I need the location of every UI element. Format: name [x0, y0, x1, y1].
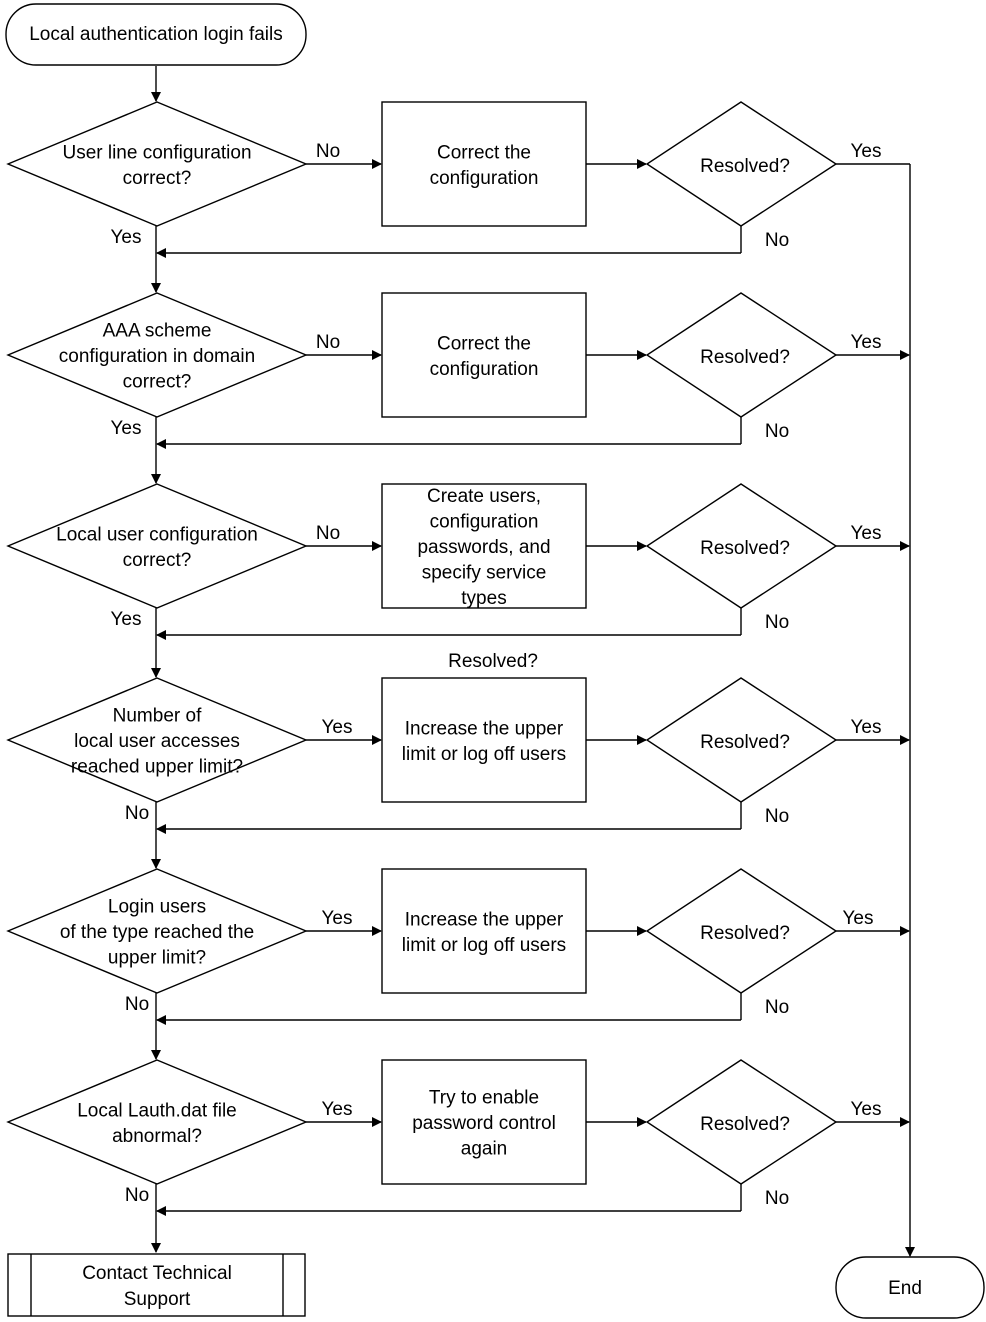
step-3-action-line-3: passwords, and [417, 537, 551, 558]
step-1-action-line-1: Correct the [437, 142, 531, 164]
step-4-branch-label: Yes [321, 717, 353, 738]
stray-resolved-label: Resolved? [448, 651, 538, 672]
step-5-action-line-2: limit or log off users [401, 934, 567, 956]
start-label: Local authentication login fails [29, 24, 283, 45]
step-4-continue-label: No [124, 803, 150, 824]
step-6-question-diamond [8, 1060, 306, 1184]
step-2-resolved-text: Resolved? [700, 347, 790, 368]
contact-line-2: Support [123, 1289, 191, 1310]
step-4-question-line-1: Number of [112, 705, 202, 727]
step-3-question-diamond [8, 484, 306, 608]
step-5-question-line-1: Login users [107, 896, 207, 918]
step-4-action-line-2: limit or log off users [401, 743, 567, 765]
step-4-question-line-3: reached upper limit? [70, 756, 244, 778]
step-5-continue-label: No [124, 994, 150, 1015]
step-2-question-line-3: correct? [122, 371, 192, 393]
step-6-branch-label: Yes [321, 1099, 353, 1120]
step-2-yes-label: Yes [850, 332, 882, 353]
step-3-action-line-5: types [461, 588, 507, 609]
step-2-action-line-2: configuration [429, 358, 539, 380]
step-2-branch-label: No [315, 332, 341, 353]
step-1-question-diamond [8, 102, 306, 226]
step-2-action-line-1: Correct the [437, 333, 531, 355]
step-5-branch-label: Yes [321, 908, 353, 929]
step-6-no-label: No [764, 1188, 790, 1209]
step-2-continue-label: Yes [110, 418, 142, 439]
step-6-action-line-1: Try to enable [428, 1087, 540, 1109]
step-3-action-line-4: specify service [421, 562, 547, 584]
step-6-yes-label: Yes [850, 1099, 882, 1120]
step-1-no-label: No [764, 230, 790, 251]
step-1-continue-label: Yes [110, 227, 142, 248]
step-1-branch-label: No [315, 141, 341, 162]
step-2-action-box [382, 293, 586, 417]
step-6-resolved-text: Resolved? [700, 1114, 790, 1135]
step-3-question-line-1: Local user configuration [56, 524, 258, 546]
step-3-question-line-2: correct? [122, 549, 192, 571]
step-1-yes-label: Yes [850, 141, 882, 162]
step-5-resolved-text: Resolved? [700, 923, 790, 944]
contact-support-node [8, 1254, 305, 1316]
step-2-no-label: No [764, 421, 790, 442]
step-3-action-line-1: Create users, [426, 486, 542, 507]
step-4-yes-label: Yes [850, 717, 882, 738]
step-3-branch-label: No [315, 523, 341, 544]
step-1-action-box [382, 102, 586, 226]
step-6-action-line-3: again [460, 1138, 508, 1160]
step-6-question-line-2: abnormal? [112, 1125, 202, 1147]
step-4-question-line-2: local user accesses [74, 731, 240, 752]
step-6-action-line-2: password control [412, 1113, 556, 1134]
step-5-yes-label: Yes [842, 908, 874, 929]
step-3-continue-label: Yes [110, 609, 142, 630]
start-node [6, 4, 306, 65]
step-5-question-line-2: of the type reached the [59, 922, 255, 943]
step-2-question-line-2: configuration in domain [58, 346, 256, 367]
step-4-no-label: No [764, 806, 790, 827]
step-6-question-line-1: Local Lauth.dat file [77, 1100, 237, 1122]
step-1-question-line-2: correct? [122, 167, 192, 189]
step-3-resolved-text: Resolved? [700, 538, 790, 559]
end-label: End [888, 1278, 922, 1299]
step-5-question-line-3: upper limit? [107, 947, 207, 969]
step-1-resolved-text: Resolved? [700, 156, 790, 177]
step-2-question-line-1: AAA scheme [102, 320, 212, 342]
step-6-continue-label: No [124, 1185, 150, 1206]
step-4-action-box [382, 678, 586, 802]
step-5-action-box [382, 869, 586, 993]
step-4-action-line-1: Increase the upper [404, 718, 564, 740]
contact-line-1: Contact Technical [82, 1263, 232, 1284]
end-node [836, 1257, 984, 1318]
step-3-action-line-2: configuration [429, 511, 539, 533]
step-3-yes-label: Yes [850, 523, 882, 544]
step-5-no-label: No [764, 997, 790, 1018]
step-4-resolved-text: Resolved? [700, 732, 790, 753]
step-1-question-line-1: User line configuration [62, 142, 252, 164]
step-1-action-line-2: configuration [429, 167, 539, 189]
step-3-no-label: No [764, 612, 790, 633]
step-5-action-line-1: Increase the upper [404, 909, 564, 931]
